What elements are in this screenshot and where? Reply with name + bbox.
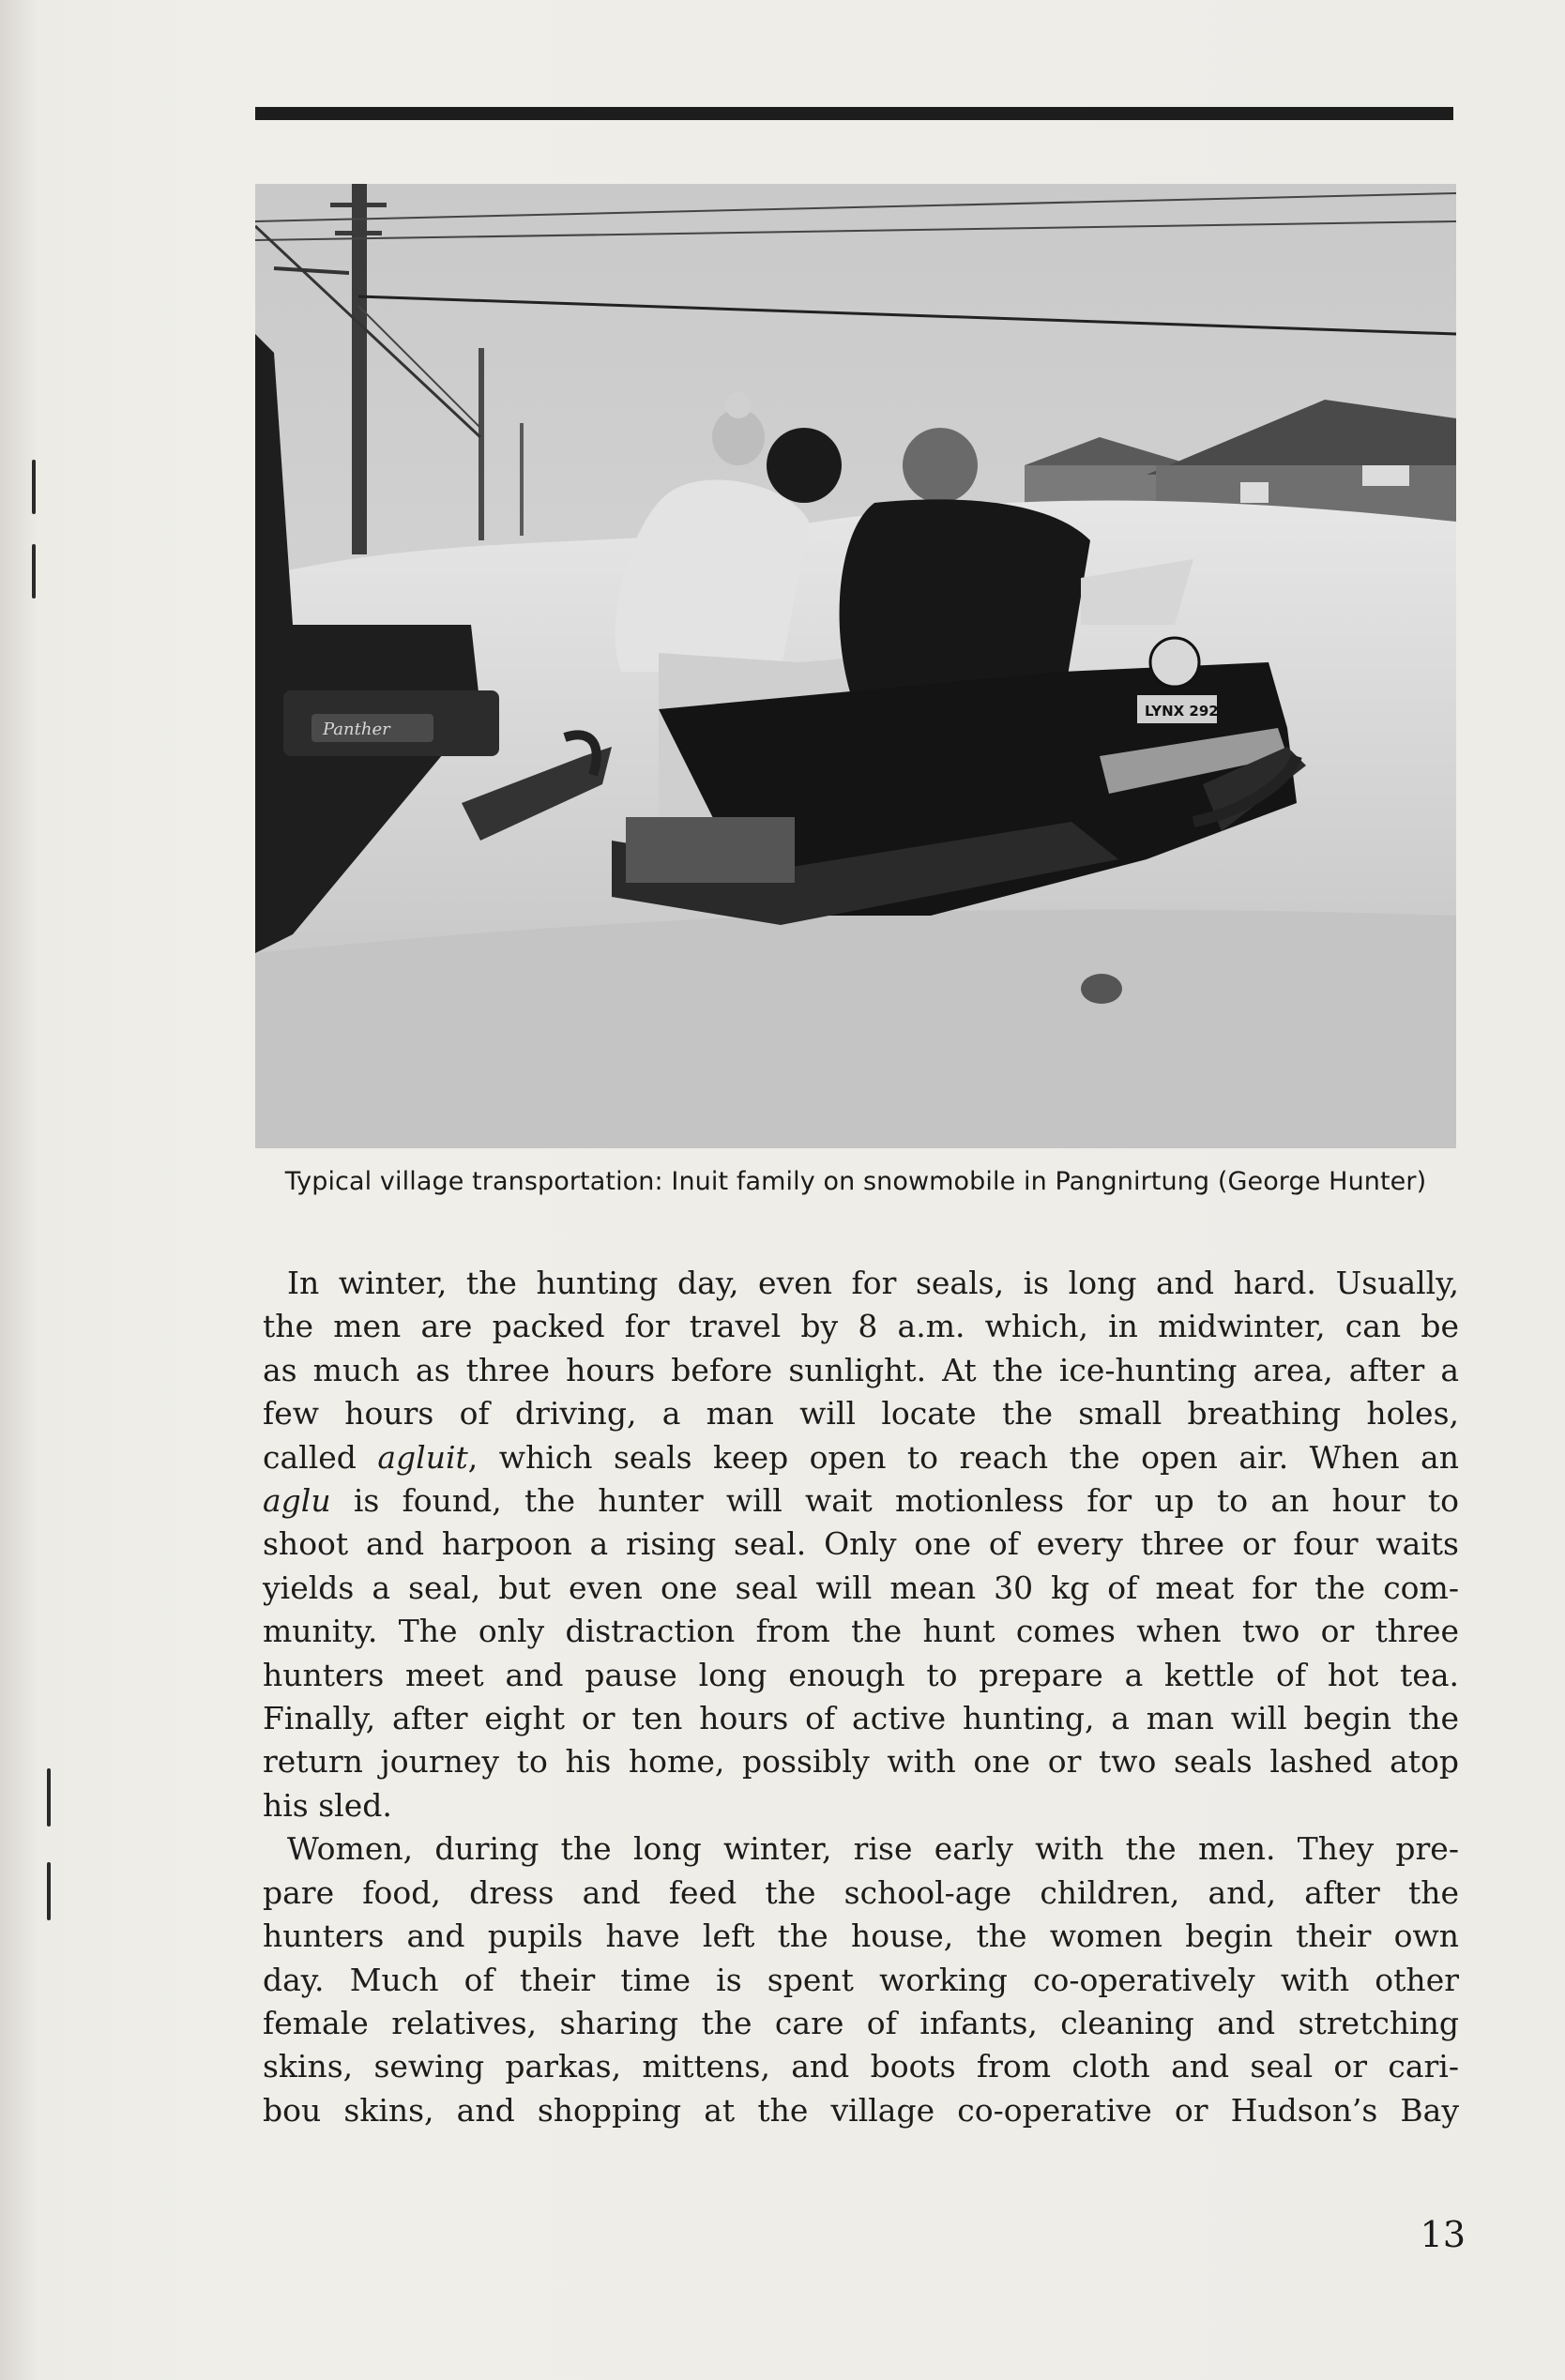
panther-badge: Panther [323,720,390,739]
text-line [263,1479,1459,1523]
page-number: 13 [1420,2214,1466,2255]
text-line: female relatives, sharing the care of infants, cleaning and stretching [263,2004,1459,2041]
paragraph [263,1262,1459,1827]
text-line: shoot and harpoon a rising seal. Only one of every three or four waits [263,1525,1459,1563]
text-line: In winter, the hunting day, even for seals, is long and hard. Usually, [287,1265,1459,1301]
top-rule [255,107,1453,120]
binding-stitch [47,1768,51,1827]
lynx-badge: LYNX 292 [1145,703,1219,720]
text-line: yields a seal, but even one seal will mean 30 kg of meat for the com- [263,1569,1459,1606]
snowmobile-photo-image [255,184,1456,1148]
text-line: day. Much of their time is spent working co-operatively with other [263,1961,1459,1998]
italic-term: agluit [377,1438,468,1476]
paragraph [263,1827,1459,2132]
binding-stitch [32,544,36,599]
body-text [263,1262,1459,2132]
binding-stitch [32,460,36,514]
italic-term: aglu [263,1482,331,1520]
photo-caption: Typical village transportation: Inuit family on snowmobile in Pangnirtung (George Hunter) [284,1167,1427,1196]
text-fragment: called [263,1438,378,1476]
text-line: bou skins, and shopping at the village co-operative or Hudson’s Bay [263,2091,1459,2129]
text-line: Finally, after eight or ten hours of active hunting, a man will begin the [263,1700,1459,1737]
photo [255,184,1456,1148]
text-line: skins, sewing parkas, mittens, and boots from cloth and seal or cari- [263,2048,1459,2085]
text-line: Women, during the long winter, rise early with the men. They pre- [287,1830,1459,1868]
text-fragment: , which seals keep open to reach the open air. When an [467,1438,1459,1476]
binding-stitch [47,1862,51,1920]
text-line [263,1436,1459,1479]
text-line: the men are packed for travel by 8 a.m. which, in midwinter, can be [263,1308,1459,1345]
text-line: hunters and pupils have left the house, the women begin their own [263,1918,1459,1955]
text-line: his sled. [263,1786,392,1824]
text-line: few hours of driving, a man will locate the small breathing holes, [263,1395,1459,1433]
text-line: return journey to his home, possibly with one or two seals lashed atop [263,1743,1459,1781]
text-line: pare food, dress and feed the school-age children, and, after the [263,1873,1459,1911]
text-fragment: is found, the hunter will wait motionless for up to an hour to [330,1482,1459,1520]
text-line: munity. The only distraction from the hunt comes when two or three [263,1613,1459,1650]
text-line: hunters meet and pause long enough to prepare a kettle of hot tea. [263,1656,1459,1693]
text-line: as much as three hours before sunlight. At the ice-hunting area, after a [263,1351,1459,1388]
